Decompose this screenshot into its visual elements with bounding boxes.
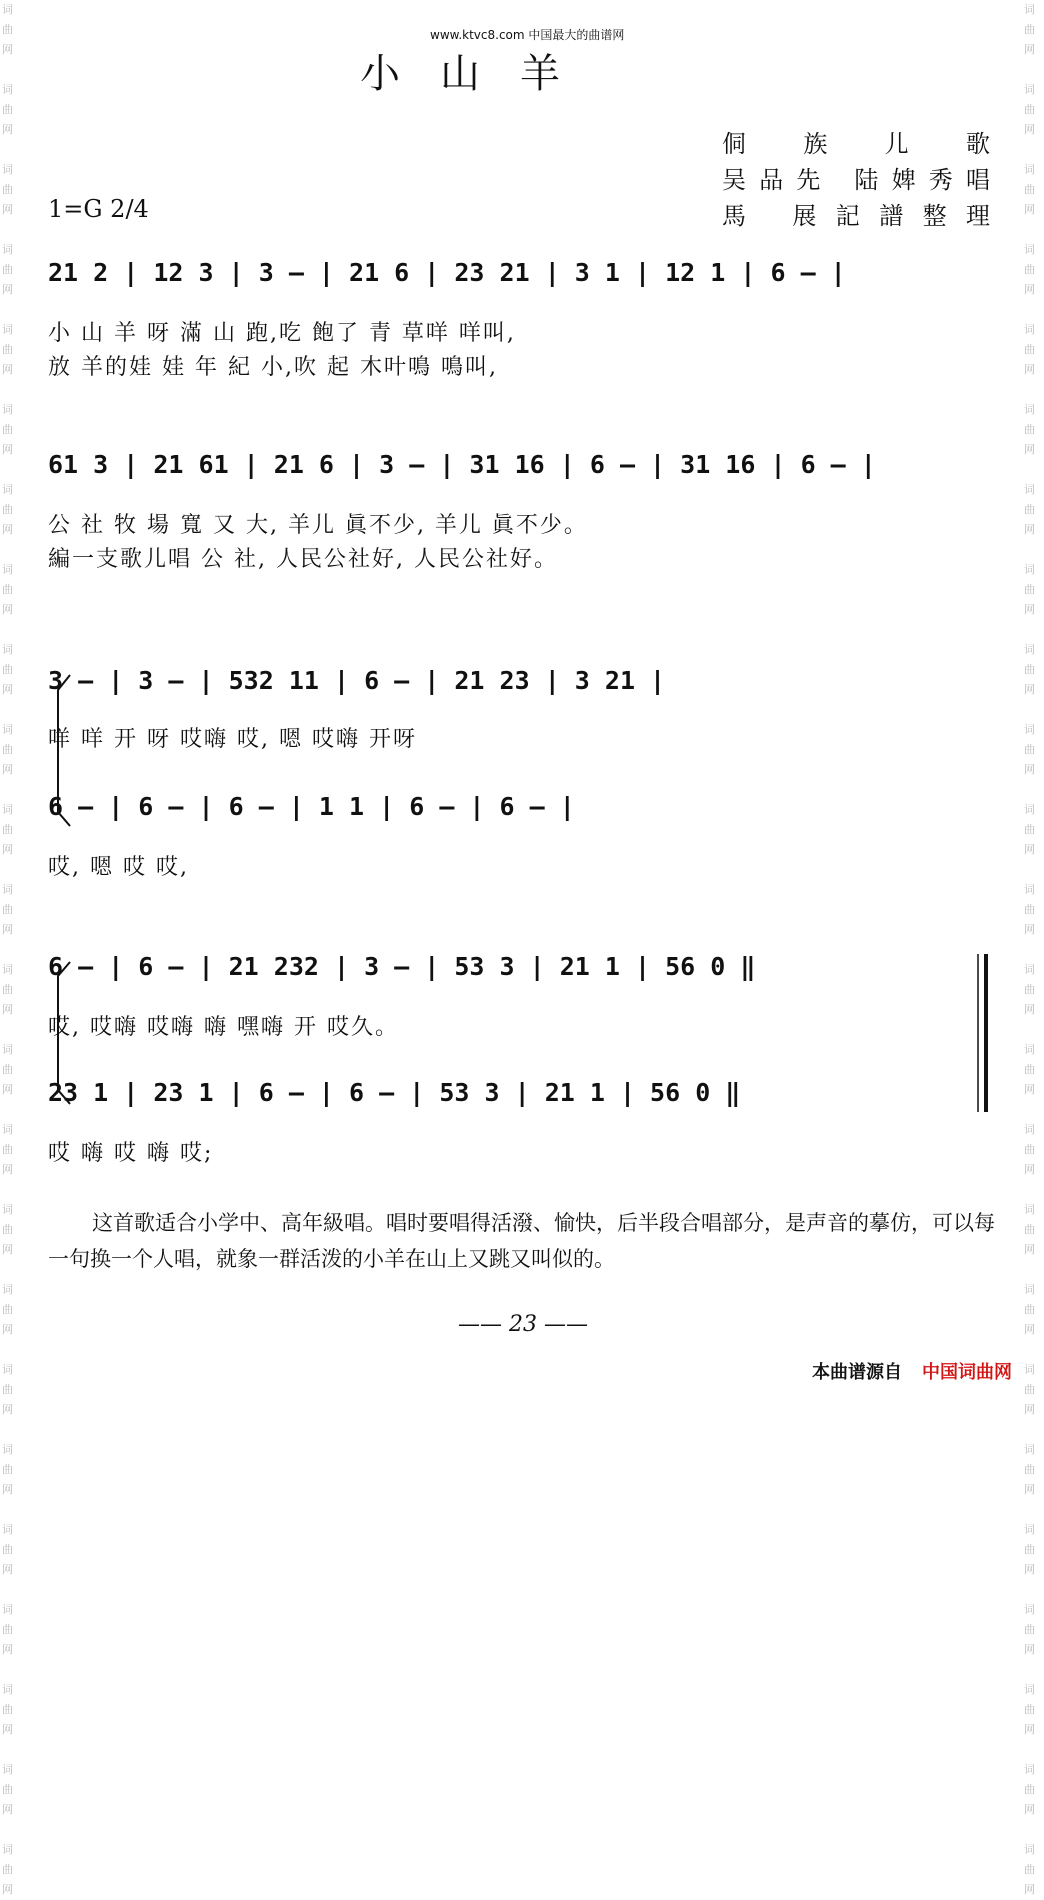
watermark-right: 词 曲 网 词 曲 网 词 曲 网 词 曲 网 词 曲 网 词 曲 网 词 曲 网 词 曲 网 词 曲 网 词 曲 网 词 曲 网 词 曲 网 词 曲 网 词 曲 网 词 曲 网 词 曲 网 词 曲 网 词 曲 网 词 曲 网 词 曲 网 词 曲 网 词 曲 网 词 曲 网 词 曲 网 [1024,3,1035,1896]
lyric: 哎, 哎嗨 哎嗨 嗨 嘿嗨 开 哎久。 [48,1015,399,1040]
lyric-verse-1: 公 社 牧 場 寬 又 大, 羊儿 眞不少, 羊儿 眞不少。 [48,513,588,538]
notation: 6 — | 6 — | 21 232 | 3 — | 53 3 | 21 1 | 56 0 ‖ [48,952,756,981]
notation: 6 — | 6 — | 6 — | 1 1 | 6 — | 6 — | [48,792,575,821]
key-signature: 1=G 2/4 [48,195,149,223]
source-credit [812,1358,1012,1384]
lyric: 哎, 嗯 哎 哎, [48,855,189,880]
credits [722,126,990,234]
page-number: —— 23 —— [458,1312,588,1337]
lyric: 哎 嗨 哎 嗨 哎; [48,1141,214,1166]
source-prefix: 本曲谱源自 [812,1362,902,1383]
score-line-1 [48,258,998,384]
score-line-4-upper [48,952,998,1044]
credit-line: 馬 展記譜整理 [722,202,990,230]
notation: 21 2 | 12 3 | 3 — | 21 6 | 23 21 | 3 1 | 12 1 | 6 — | [48,258,846,287]
credit-line: 侗 族 儿 歌 [722,130,990,158]
header-url: www.ktvc8.com 中国最大的曲谱网 [430,28,625,42]
song-title: 小山羊 [360,51,600,97]
score-line-3-lower [48,792,998,884]
notation: 61 3 | 21 61 | 21 6 | 3 — | 31 16 | 6 — | 31 16 | 6 — | [48,450,876,479]
lyric-verse-1: 小 山 羊 呀 滿 山 跑,吃 飽了 青 草咩 咩叫, [48,321,516,346]
lyric: 咩 咩 开 呀 哎嗨 哎, 嗯 哎嗨 开呀 [48,727,417,752]
notation: 3 — | 3 — | 532 11 | 6 — | 21 23 | 3 21 | [48,666,666,695]
score-line-2 [48,450,998,576]
performance-note: 这首歌适合小学中、高年級唱。唱时要唱得活潑、愉快，后半段合唱部分，是声音的摹仿，可以每一句换一个人唱，就象一群活泼的小羊在山上又跳又叫似的。 [48,1211,995,1271]
watermark-left: 词 曲 网 词 曲 网 词 曲 网 词 曲 网 词 曲 网 词 曲 网 词 曲 网 词 曲 网 词 曲 网 词 曲 网 词 曲 网 词 曲 网 词 曲 网 词 曲 网 词 曲 网 词 曲 网 词 曲 网 词 曲 网 词 曲 网 词 曲 网 词 曲 网 词 曲 网 词 曲 网 词 曲 网 [2,3,13,1896]
score-line-3-upper [48,666,998,756]
lyric-verse-2: 放 羊的娃 娃 年 紀 小,吹 起 木叶鳴 鳴叫, [48,355,498,380]
score-line-4-lower [48,1078,998,1170]
lyric-verse-2: 編一支歌儿唱 公 社, 人民公社好, 人民公社好。 [48,547,558,572]
credit-line: 吴品先 陆婢秀唱 [722,166,990,194]
notation: 23 1 | 23 1 | 6 — | 6 — | 53 3 | 21 1 | 56 0 ‖ [48,1078,741,1107]
source-site-link[interactable]: 中国词曲网 [922,1362,1012,1383]
